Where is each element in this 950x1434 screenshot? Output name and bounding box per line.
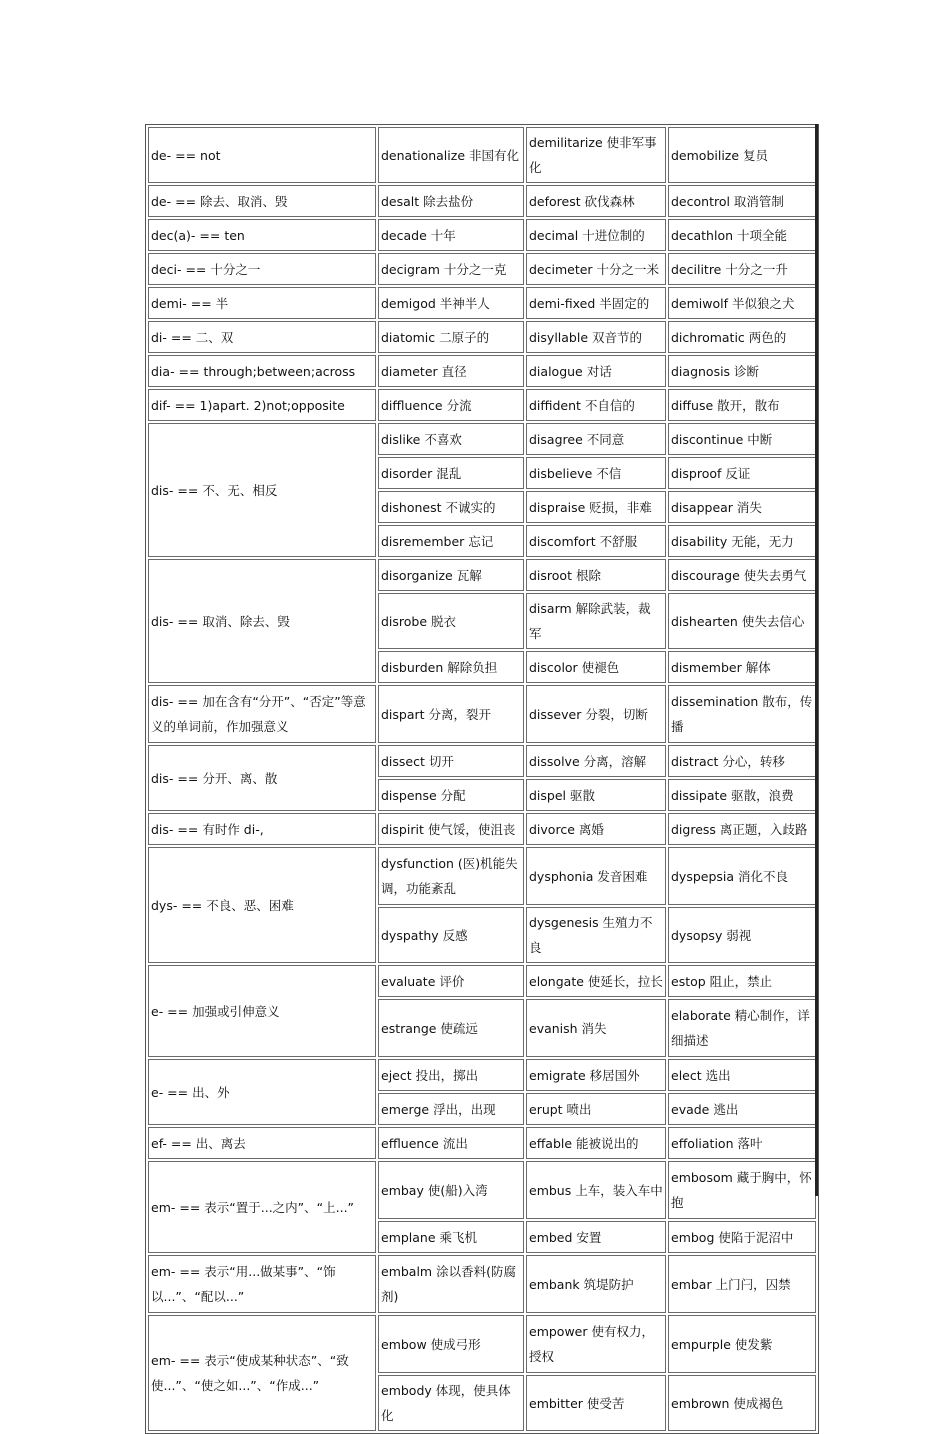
word-cell: decathlon 十项全能 bbox=[668, 219, 816, 251]
word-cell: discolor 使褪色 bbox=[526, 651, 666, 683]
word-cell: effluence 流出 bbox=[378, 1127, 524, 1159]
table-row bbox=[148, 389, 816, 421]
table-right-border bbox=[815, 124, 818, 1196]
word-cell: dispel 驱散 bbox=[526, 779, 666, 811]
prefix-vocabulary-table bbox=[145, 124, 819, 1434]
word-cell: embow 使成弓形 bbox=[378, 1315, 524, 1373]
word-cell: discourage 使失去勇气 bbox=[668, 559, 816, 591]
word-cell: empurple 使发紫 bbox=[668, 1315, 816, 1373]
table-row bbox=[148, 745, 816, 777]
table-row bbox=[148, 1315, 816, 1373]
prefix-cell: dis- == 有时作 di-, bbox=[148, 813, 376, 845]
word-cell: dispart 分离，裂开 bbox=[378, 685, 524, 743]
word-cell: demobilize 复员 bbox=[668, 127, 816, 183]
word-cell: dismember 解体 bbox=[668, 651, 816, 683]
word-cell: dysopsy 弱视 bbox=[668, 907, 816, 963]
prefix-cell: deci- == 十分之一 bbox=[148, 253, 376, 285]
word-cell: disrobe 脱衣 bbox=[378, 593, 524, 649]
word-cell: estrange 使疏远 bbox=[378, 999, 524, 1057]
word-cell: diagnosis 诊断 bbox=[668, 355, 816, 387]
prefix-cell: dec(a)- == ten bbox=[148, 219, 376, 251]
word-cell: disyllable 双音节的 bbox=[526, 321, 666, 353]
table-row bbox=[148, 1255, 816, 1313]
word-cell: disbelieve 不信 bbox=[526, 457, 666, 489]
word-cell: decontrol 取消管制 bbox=[668, 185, 816, 217]
word-cell: disagree 不同意 bbox=[526, 423, 666, 455]
word-cell: embed 安置 bbox=[526, 1221, 666, 1253]
prefix-cell: dis- == 分开、离、散 bbox=[148, 745, 376, 811]
table-row bbox=[148, 1161, 816, 1219]
table-row bbox=[148, 321, 816, 353]
prefix-cell: de- == 除去、取消、毁 bbox=[148, 185, 376, 217]
table-row bbox=[148, 423, 816, 455]
table-row bbox=[148, 1059, 816, 1091]
word-cell: dislike 不喜欢 bbox=[378, 423, 524, 455]
word-cell: demi-fixed 半固定的 bbox=[526, 287, 666, 319]
word-cell: diffluence 分流 bbox=[378, 389, 524, 421]
word-cell: embog 使陷于泥沼中 bbox=[668, 1221, 816, 1253]
prefix-cell: dif- == 1)apart. 2)not;opposite bbox=[148, 389, 376, 421]
word-cell: decimal 十进位制的 bbox=[526, 219, 666, 251]
word-cell: erupt 喷出 bbox=[526, 1093, 666, 1125]
word-cell: dispense 分配 bbox=[378, 779, 524, 811]
word-cell: dysfunction (医)机能失调，功能紊乱 bbox=[378, 847, 524, 905]
word-cell: embay 使(船)入湾 bbox=[378, 1161, 524, 1219]
word-cell: distract 分心，转移 bbox=[668, 745, 816, 777]
prefix-cell: de- == not bbox=[148, 127, 376, 183]
word-cell: emigrate 移居国外 bbox=[526, 1059, 666, 1091]
word-cell: disproof 反证 bbox=[668, 457, 816, 489]
word-cell: embosom 藏于胸中，怀抱 bbox=[668, 1161, 816, 1219]
word-cell: disappear 消失 bbox=[668, 491, 816, 523]
table-row bbox=[148, 127, 816, 183]
table-row bbox=[148, 185, 816, 217]
prefix-cell: dia- == through;between;across bbox=[148, 355, 376, 387]
word-cell: empower 使有权力，授权 bbox=[526, 1315, 666, 1373]
word-cell: evanish 消失 bbox=[526, 999, 666, 1057]
prefix-cell: ef- == 出、离去 bbox=[148, 1127, 376, 1159]
word-cell: divorce 离婚 bbox=[526, 813, 666, 845]
word-cell: diatomic 二原子的 bbox=[378, 321, 524, 353]
word-cell: dysgenesis 生殖力不良 bbox=[526, 907, 666, 963]
word-cell: denationalize 非国有化 bbox=[378, 127, 524, 183]
prefix-cell: di- == 二、双 bbox=[148, 321, 376, 353]
word-cell: embar 上门闩，囚禁 bbox=[668, 1255, 816, 1313]
word-cell: dialogue 对话 bbox=[526, 355, 666, 387]
word-cell: embitter 使受苦 bbox=[526, 1375, 666, 1431]
word-cell: decigram 十分之一克 bbox=[378, 253, 524, 285]
word-cell: discontinue 中断 bbox=[668, 423, 816, 455]
word-cell: diameter 直径 bbox=[378, 355, 524, 387]
word-cell: dichromatic 两色的 bbox=[668, 321, 816, 353]
word-cell: dissipate 驱散，浪费 bbox=[668, 779, 816, 811]
word-cell: decimeter 十分之一米 bbox=[526, 253, 666, 285]
word-cell: discomfort 不舒服 bbox=[526, 525, 666, 557]
word-cell: disremember 忘记 bbox=[378, 525, 524, 557]
table-row bbox=[148, 219, 816, 251]
table-row bbox=[148, 965, 816, 997]
word-cell: diffident 不自信的 bbox=[526, 389, 666, 421]
table-row bbox=[148, 813, 816, 845]
word-cell: decilitre 十分之一升 bbox=[668, 253, 816, 285]
prefix-cell: dis- == 不、无、相反 bbox=[148, 423, 376, 557]
word-cell: diffuse 散开，散布 bbox=[668, 389, 816, 421]
word-cell: dissect 切开 bbox=[378, 745, 524, 777]
word-cell: dissemination 散布，传播 bbox=[668, 685, 816, 743]
table-row bbox=[148, 287, 816, 319]
word-cell: dissever 分裂，切断 bbox=[526, 685, 666, 743]
word-cell: dyspathy 反感 bbox=[378, 907, 524, 963]
word-cell: dishearten 使失去信心 bbox=[668, 593, 816, 649]
word-cell: embrown 使成褐色 bbox=[668, 1375, 816, 1431]
prefix-cell: e- == 出、外 bbox=[148, 1059, 376, 1125]
prefix-cell: em- == 表示“用...做某事”、“饰以...”、“配以...” bbox=[148, 1255, 376, 1313]
word-cell: elongate 使延长，拉长 bbox=[526, 965, 666, 997]
word-cell: embank 筑堤防护 bbox=[526, 1255, 666, 1313]
word-cell: effoliation 落叶 bbox=[668, 1127, 816, 1159]
table-row bbox=[148, 1127, 816, 1159]
word-cell: disability 无能，无力 bbox=[668, 525, 816, 557]
word-cell: digress 离正题，入歧路 bbox=[668, 813, 816, 845]
word-cell: disorder 混乱 bbox=[378, 457, 524, 489]
word-cell: emerge 浮出，出现 bbox=[378, 1093, 524, 1125]
word-cell: dishonest 不诚实的 bbox=[378, 491, 524, 523]
prefix-cell: em- == 表示“置于...之内”、“上...” bbox=[148, 1161, 376, 1253]
prefix-cell: em- == 表示“使成某种状态”、“致使...”、“使之如...”、“作成...” bbox=[148, 1315, 376, 1431]
word-cell: dysphonia 发音困难 bbox=[526, 847, 666, 905]
word-cell: evade 逃出 bbox=[668, 1093, 816, 1125]
word-cell: disroot 根除 bbox=[526, 559, 666, 591]
word-cell: elect 选出 bbox=[668, 1059, 816, 1091]
prefix-cell: dis- == 加在含有“分开”、“否定”等意义的单词前，作加强意义 bbox=[148, 685, 376, 743]
word-cell: dispraise 贬损，非难 bbox=[526, 491, 666, 523]
table-row bbox=[148, 685, 816, 743]
word-cell: eject 投出，掷出 bbox=[378, 1059, 524, 1091]
prefix-cell: demi- == 半 bbox=[148, 287, 376, 319]
word-cell: effable 能被说出的 bbox=[526, 1127, 666, 1159]
word-cell: dissolve 分离，溶解 bbox=[526, 745, 666, 777]
word-cell: disarm 解除武装，裁军 bbox=[526, 593, 666, 649]
word-cell: disburden 解除负担 bbox=[378, 651, 524, 683]
word-cell: decade 十年 bbox=[378, 219, 524, 251]
word-cell: dispirit 使气馁，使沮丧 bbox=[378, 813, 524, 845]
word-cell: disorganize 瓦解 bbox=[378, 559, 524, 591]
word-cell: deforest 砍伐森林 bbox=[526, 185, 666, 217]
word-cell: embody 体现，使具体化 bbox=[378, 1375, 524, 1431]
word-cell: estop 阻止，禁止 bbox=[668, 965, 816, 997]
prefix-cell: e- == 加强或引伸意义 bbox=[148, 965, 376, 1057]
prefix-cell: dys- == 不良、恶、困难 bbox=[148, 847, 376, 963]
word-cell: evaluate 评价 bbox=[378, 965, 524, 997]
document-page bbox=[145, 124, 819, 1434]
word-cell: desalt 除去盐份 bbox=[378, 185, 524, 217]
table-row bbox=[148, 559, 816, 591]
prefix-cell: dis- == 取消、除去、毁 bbox=[148, 559, 376, 683]
table-row bbox=[148, 355, 816, 387]
word-cell: elaborate 精心制作，详细描述 bbox=[668, 999, 816, 1057]
word-cell: embalm 涂以香料(防腐剂) bbox=[378, 1255, 524, 1313]
table-row bbox=[148, 847, 816, 905]
word-cell: demilitarize 使非军事化 bbox=[526, 127, 666, 183]
word-cell: dyspepsia 消化不良 bbox=[668, 847, 816, 905]
word-cell: embus 上车，装入车中 bbox=[526, 1161, 666, 1219]
word-cell: emplane 乘飞机 bbox=[378, 1221, 524, 1253]
word-cell: demiwolf 半似狼之犬 bbox=[668, 287, 816, 319]
word-cell: demigod 半神半人 bbox=[378, 287, 524, 319]
table-row bbox=[148, 253, 816, 285]
